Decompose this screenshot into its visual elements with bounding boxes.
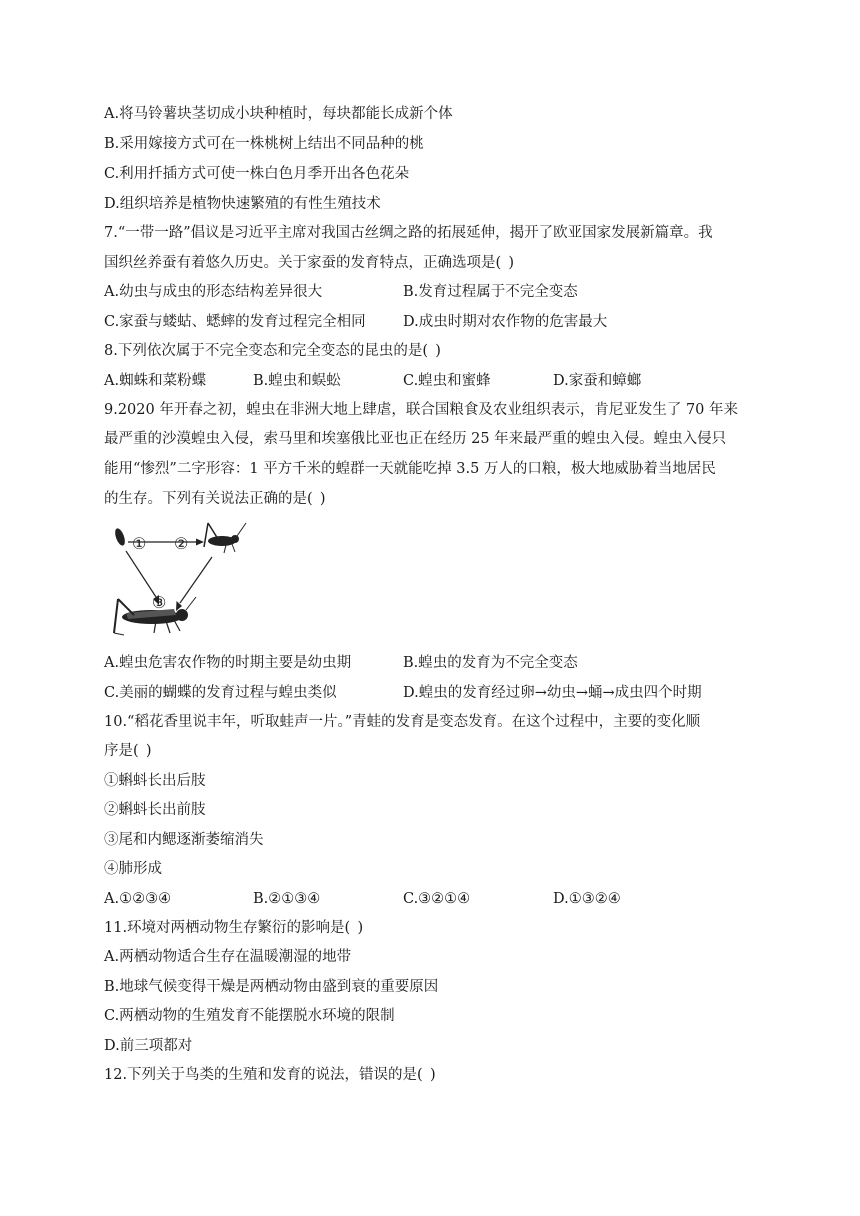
q11-option-c: C.两栖动物的生殖发育不能摆脱水环境的限制 <box>104 1008 395 1024</box>
q10-option-b: B.②①③④ <box>253 891 321 907</box>
q9-option-c: C.美丽的蝴蝶的发育过程与蝗虫类似 <box>104 685 337 701</box>
q6-option-b: B.采用嫁接方式可在一株桃树上结出不同品种的桃 <box>104 136 424 152</box>
q6-option-a: A.将马铃薯块茎切成小块种植时，每块都能长成新个体 <box>104 106 453 122</box>
q9-option-d: D.蝗虫的发育经过卵→幼虫→蛹→成虫四个时期 <box>403 685 702 701</box>
q12-stem: 12.下列关于鸟类的生殖和发育的说法，错误的是( ) <box>104 1067 436 1083</box>
q10-option-d: D.①③②④ <box>553 891 621 907</box>
q6-option-d: D.组织培养是植物快速繁殖的有性生殖技术 <box>104 196 381 212</box>
q10-option-c: C.③②①④ <box>403 891 471 907</box>
nymph-locust-icon <box>204 523 246 553</box>
q8-option-d: D.家蚕和蟑螂 <box>553 373 642 389</box>
q10-item-1: ①蝌蚪长出后肢 <box>104 773 206 789</box>
q7-option-d: D.成虫时期对农作物的危害最大 <box>403 314 608 330</box>
q9-option-b: B.蝗虫的发育为不完全变态 <box>403 655 578 671</box>
q9-stem-line-3: 能用“惨烈”二字形容：1 平方千米的蝗群一天就能吃掉 3.5 万人的口粮，极大地威胁着当地居民 <box>104 461 716 477</box>
q8-option-c: C.蝗虫和蜜蜂 <box>403 373 491 389</box>
diagram-label-2: ② <box>174 534 189 553</box>
q10-stem-line-1: 10.“稻花香里说丰年，听取蛙声一片。”青蛙的发育是变态发育。在这个过程中，主要的变化顺 <box>104 714 701 730</box>
q11-stem: 11.环境对两栖动物生存繁衍的影响是( ) <box>104 920 364 936</box>
q8-option-b: B.蝗虫和蜈蚣 <box>253 373 341 389</box>
q10-stem-line-2: 序是( ) <box>104 743 152 759</box>
q8-stem: 8.下列依次属于不完全变态和完全变态的昆虫的是( ) <box>104 343 441 359</box>
q7-option-b: B.发育过程属于不完全变态 <box>403 284 578 300</box>
q9-stem-line-2: 最严重的沙漠蝗虫入侵，索马里和埃塞俄比亚也正在经历 25 年来最严重的蝗虫入侵。蝗虫入侵只 <box>104 431 727 447</box>
q11-option-a: A.两栖动物适合生存在温暖潮湿的地带 <box>104 949 352 965</box>
locust-life-cycle-diagram <box>104 515 264 645</box>
diagram-label-1: ① <box>132 534 147 553</box>
q7-stem-line-1: 7.“一带一路”倡议是习近平主席对我国古丝绸之路的拓展延伸，揭开了欧亚国家发展新篇章。我 <box>104 225 713 241</box>
q6-option-c: C.利用扦插方式可使一株白色月季开出各色花朵 <box>104 166 410 182</box>
q7-option-c: C.家蚕与蝼蛄、蟋蟀的发育过程完全相同 <box>104 314 366 330</box>
q7-option-a: A.幼虫与成虫的形态结构差异很大 <box>104 284 323 300</box>
q9-option-a: A.蝗虫危害农作物的时期主要是幼虫期 <box>104 655 352 671</box>
q11-option-d: D.前三项都对 <box>104 1038 193 1054</box>
egg-pod-icon <box>113 527 127 547</box>
q11-option-b: B.地球气候变得干燥是两栖动物由盛到衰的重要原因 <box>104 979 439 995</box>
q10-option-a: A.①②③④ <box>104 891 172 907</box>
q9-stem-line-4: 的生存。下列有关说法正确的是( ) <box>104 491 326 507</box>
q10-item-4: ④肺形成 <box>104 861 162 877</box>
q8-option-a: A.蜘蛛和菜粉蝶 <box>104 373 207 389</box>
q9-stem-line-1: 9.2020 年开春之初，蝗虫在非洲大地上肆虐，联合国粮食及农业组织表示，肯尼亚发生了 70 年来 <box>104 402 739 418</box>
diagram-label-3: ③ <box>152 593 167 612</box>
q7-stem-line-2: 国织丝养蚕有着悠久历史。关于家蚕的发育特点，正确选项是( ) <box>104 255 515 271</box>
q10-item-3: ③尾和内鳃逐渐萎缩消失 <box>104 832 264 848</box>
q10-item-2: ②蝌蚪长出前肢 <box>104 802 206 818</box>
